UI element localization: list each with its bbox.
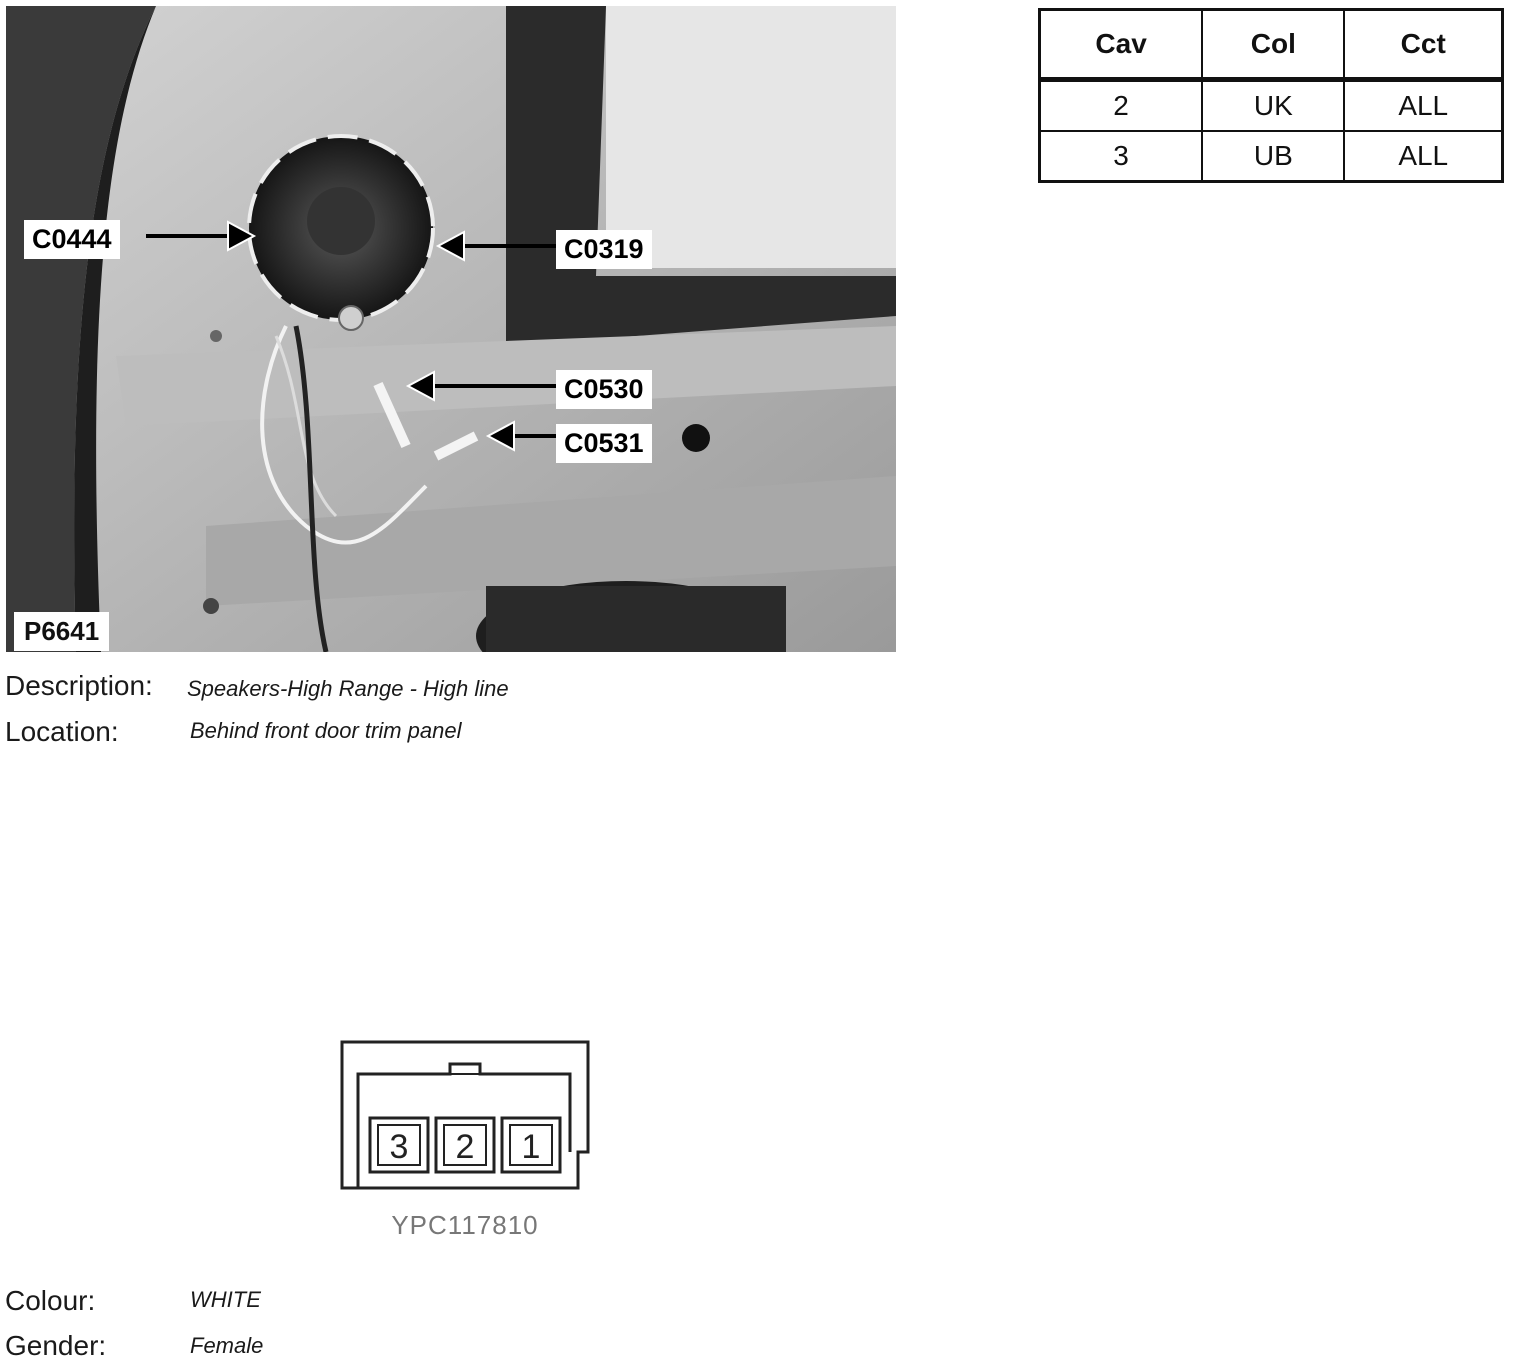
gender-label: Gender:	[5, 1330, 107, 1361]
callout-c0530: C0530	[556, 370, 652, 409]
photo-reference: P6641	[14, 612, 109, 651]
table-header-row	[1040, 10, 1503, 80]
header-col: Col	[1202, 10, 1344, 80]
cell-col: UK	[1202, 80, 1344, 132]
location-label: Location:	[5, 716, 119, 747]
cell-cav: 3	[1040, 131, 1203, 182]
pin-1-label: 1	[521, 1128, 541, 1166]
header-cct: Cct	[1344, 10, 1502, 80]
door-panel-illustration	[6, 6, 896, 652]
pin-2-label: 2	[455, 1128, 475, 1166]
table-row	[1040, 80, 1503, 132]
connector-location-photo	[6, 6, 896, 652]
cell-cct: ALL	[1344, 80, 1502, 132]
cell-col: UB	[1202, 131, 1344, 182]
cavity-table	[1038, 8, 1504, 183]
connector-face-diagram	[330, 1030, 600, 1200]
cell-cct: ALL	[1344, 131, 1502, 182]
pin-3-label: 3	[389, 1128, 409, 1166]
colour-value: WHITE	[190, 1287, 261, 1312]
callout-c0531: C0531	[556, 424, 652, 463]
gender-value: Female	[190, 1333, 264, 1358]
description-value: Speakers-High Range - High line	[187, 676, 509, 701]
header-cav: Cav	[1040, 10, 1203, 80]
cell-cav: 2	[1040, 80, 1203, 132]
connector-part-number: YPC117810	[391, 1210, 539, 1240]
callout-c0444: C0444	[24, 220, 120, 259]
location-value: Behind front door trim panel	[190, 718, 462, 743]
colour-label: Colour:	[5, 1285, 96, 1316]
callout-c0319: C0319	[556, 230, 652, 269]
description-label: Description:	[5, 670, 153, 701]
table-row	[1040, 131, 1503, 182]
